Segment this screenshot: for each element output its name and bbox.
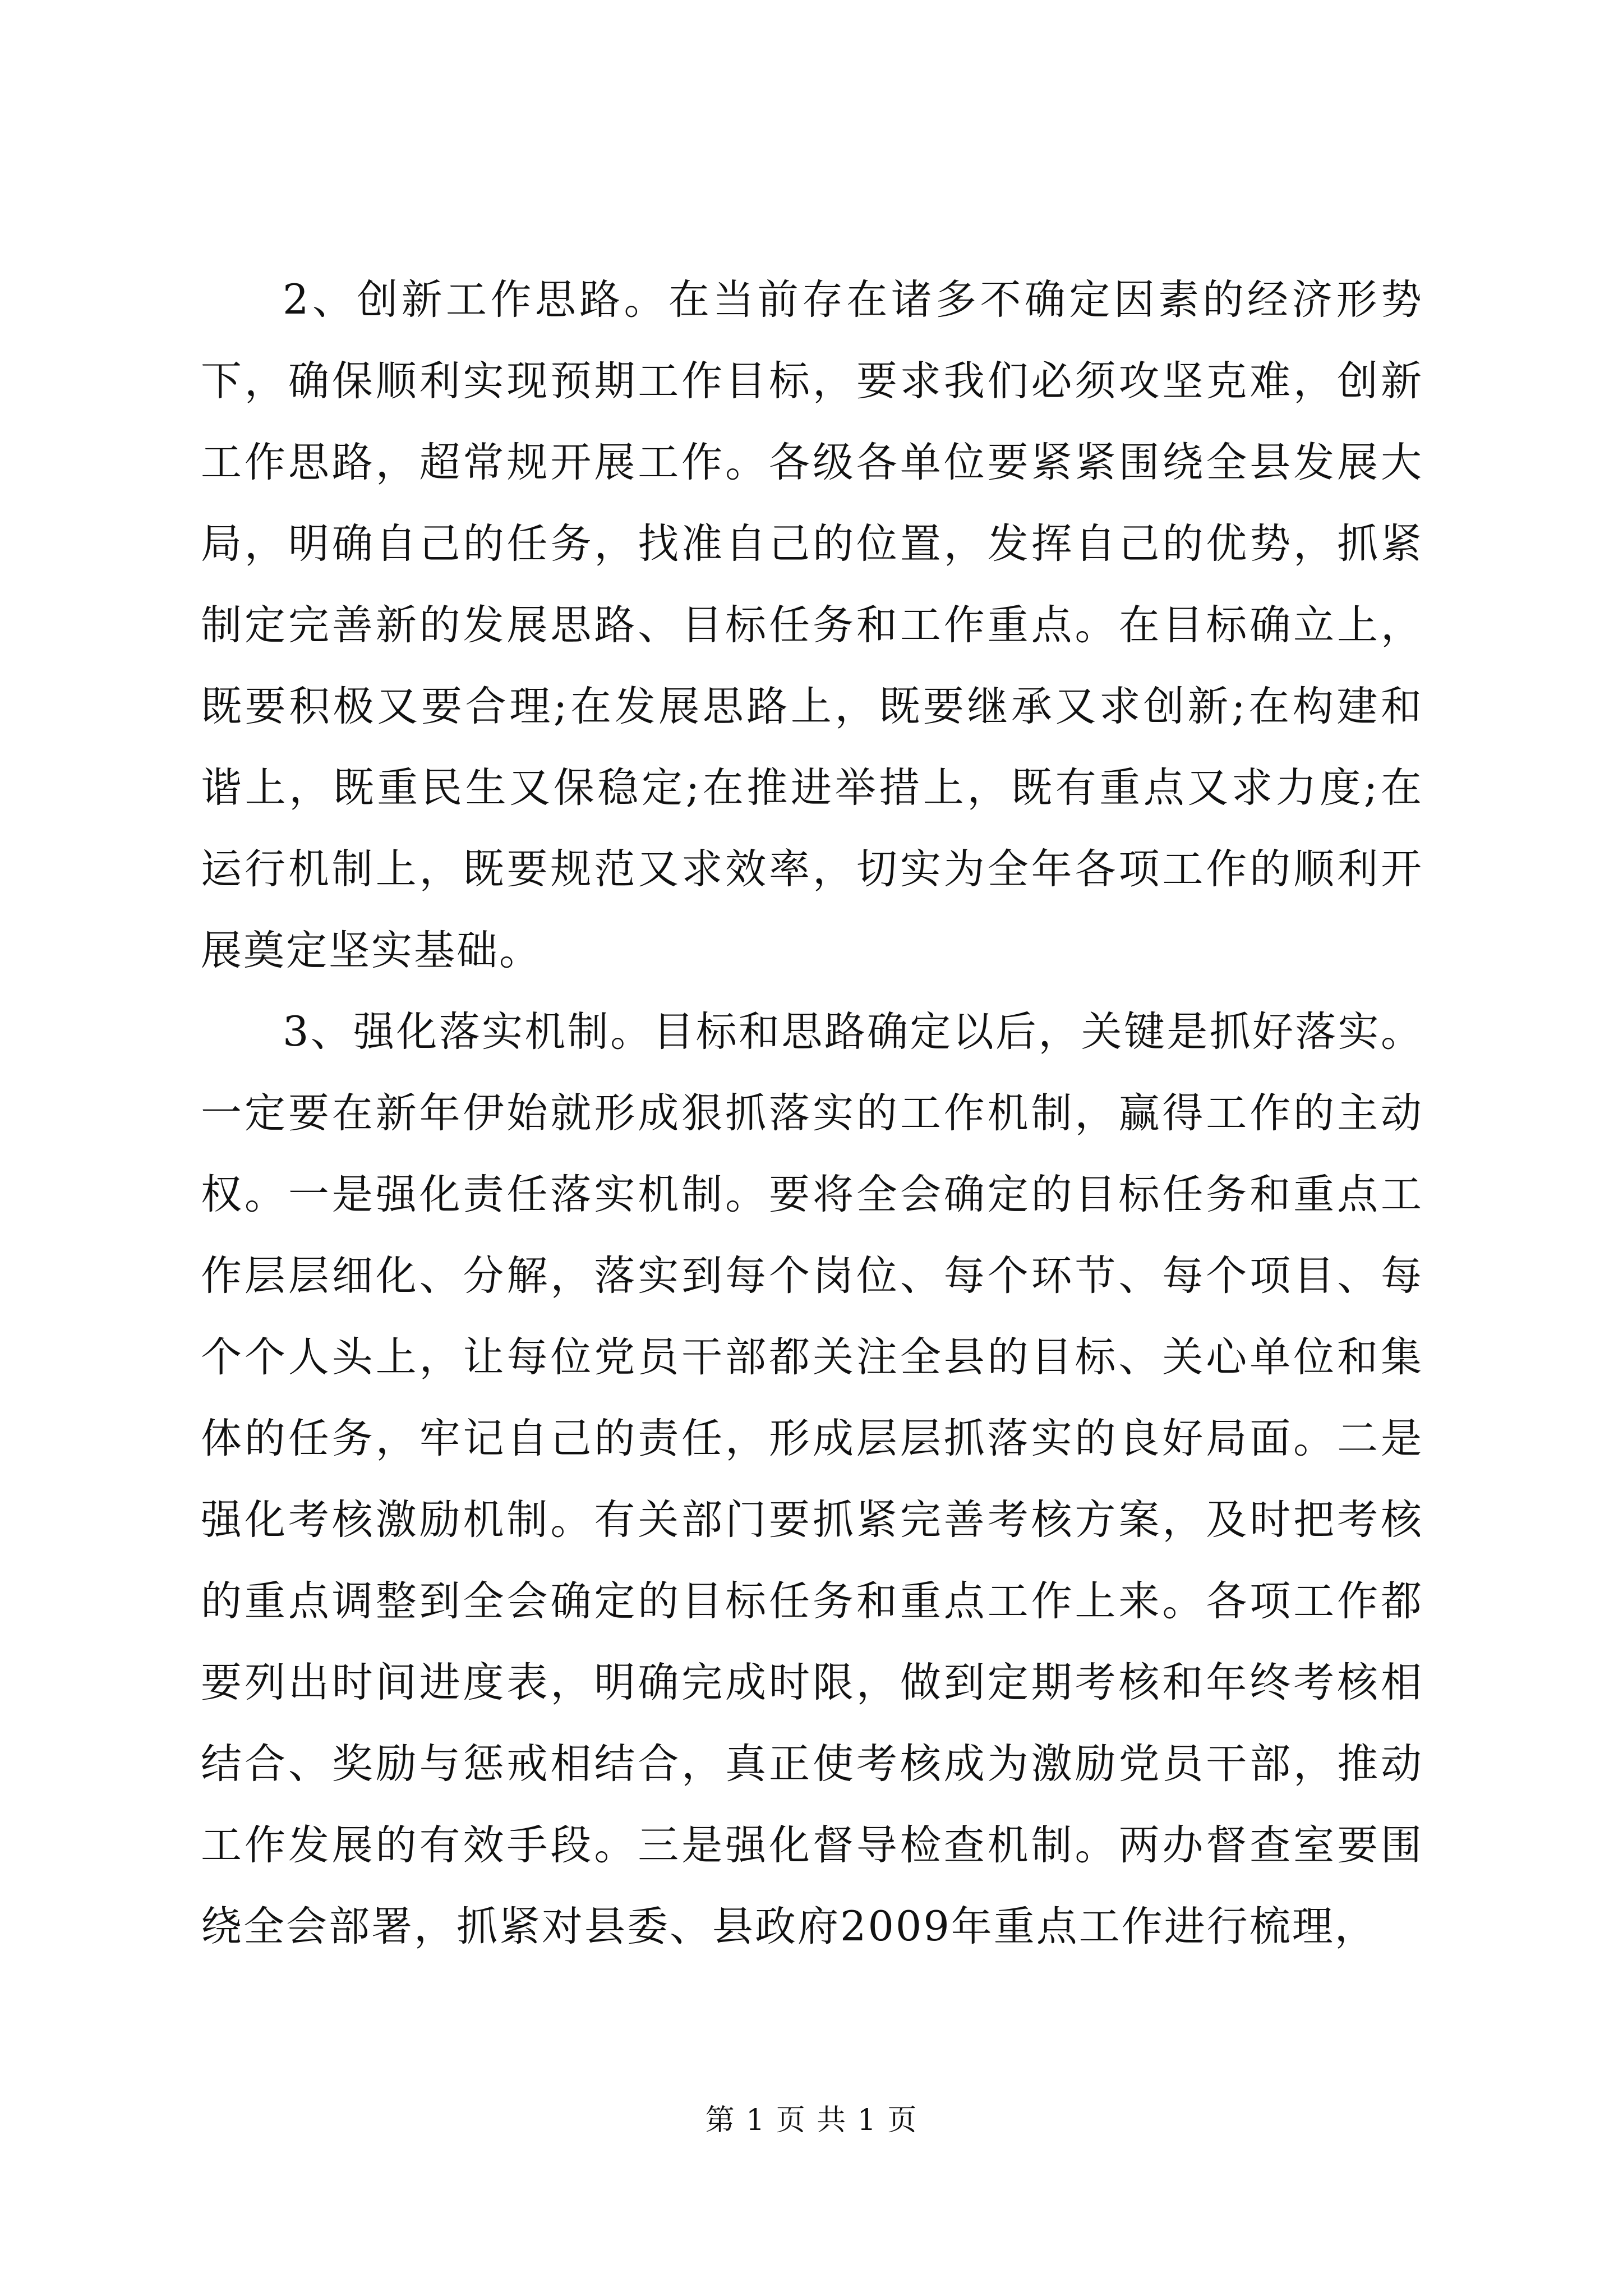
paragraph-strengthen-implementation: 3、强化落实机制。目标和思路确定以后，关键是抓好落实。一定要在新年伊始就形成狠抓落实的工作机制，赢得工作的主动权。一是强化责任落实机制。要将全会确定的目标任务和重点工作层层细化、分解，落实到每个岗位、每个环节、每个项目、每个个人头上，让每位党员干部都关注全县的目标、关心单位和集体的任务，牢记自己的责任，形成层层抓落实的良好局面。二是强化考核激励机制。有关部门要抓紧完善考核方案，及时把考核的重点调整到全会确定的目标任务和重点工作上来。各项工作都要列出时间进度表，明确完成时限，做到定期考核和年终考核相结合、奖励与惩戒相结合，真正使考核成为激励党员干部，推动工作发展的有效手段。三是强化督导检查机制。两办督查室要围绕全会部署，抓紧对县委、县政府2009年重点工作进行梳理， [201, 1008, 1423, 1950]
paragraph-innovate-work-ideas: 2、创新工作思路。在当前存在诸多不确定因素的经济形势下，确保顺利实现预期工作目标，要求我们必须攻坚克难，创新工作思路，超常规开展工作。各级各单位要紧紧围绕全县发展大局，明确自己的任务，找准自己的位置，发挥自己的优势，抓紧制定完善新的发展思路、目标任务和工作重点。在目标确立上，既要积极又要合理;在发展思路上，既要继承又求创新;在构建和谐上，既重民生又保稳定;在推进举措上，既有重点又求力度;在运行机制上，既要规范又求效率，切实为全年各项工作的顺利开展奠定坚实基础。 [201, 276, 1423, 974]
page-footer: 第 1 页 共 1 页 [705, 2104, 918, 2137]
document-body [201, 259, 1423, 1967]
